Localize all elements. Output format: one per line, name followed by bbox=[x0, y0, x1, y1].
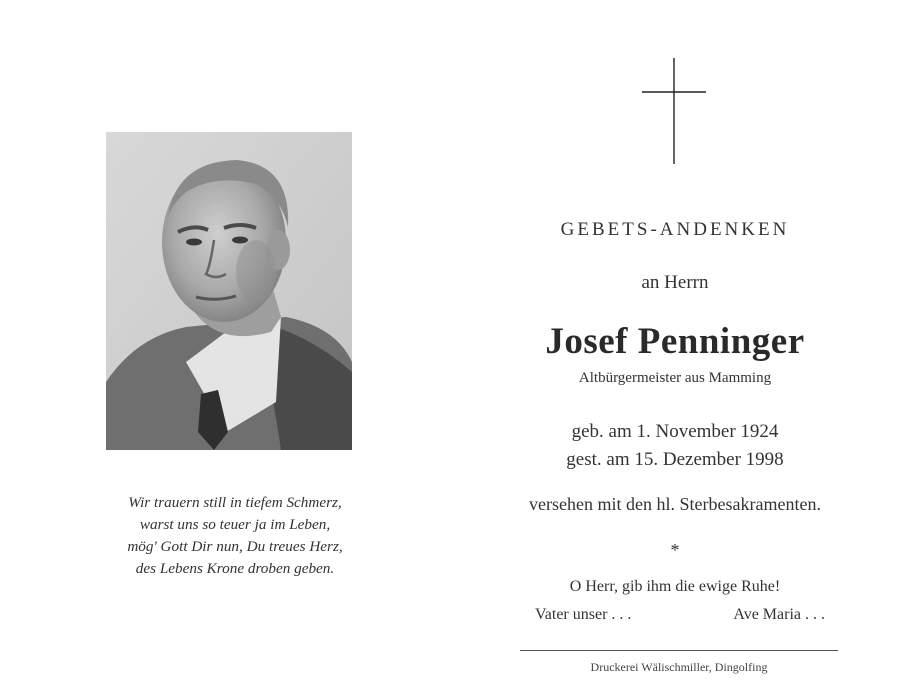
separator-asterisk: * bbox=[670, 540, 680, 560]
poem-line: Wir trauern still in tiefem Schmerz, bbox=[128, 494, 342, 511]
death-date: gest. am 15. Dezember 1998 bbox=[566, 449, 784, 470]
prayer-line: O Herr, gib ihm die ewige Ruhe! bbox=[569, 578, 781, 595]
poem-line: mög' Gott Dir nun, Du treues Herz, bbox=[127, 538, 343, 555]
cross-icon bbox=[642, 58, 706, 164]
birth-date: geb. am 1. November 1924 bbox=[571, 421, 779, 442]
prayer-our-father: Vater unser . . . bbox=[535, 606, 632, 623]
deceased-name: Josef Penninger bbox=[545, 321, 805, 362]
poem-line: des Lebens Krone droben geben. bbox=[135, 560, 335, 577]
poem-line: warst uns so teuer ja im Leben, bbox=[139, 516, 331, 533]
portrait-image bbox=[106, 132, 352, 450]
deceased-role: Altbürgermeister aus Mamming bbox=[578, 370, 772, 386]
memorial-poem bbox=[90, 492, 380, 580]
prayers-row bbox=[535, 606, 825, 628]
divider-line bbox=[520, 650, 838, 651]
prayer-hail-mary: Ave Maria . . . bbox=[733, 606, 825, 623]
portrait-photo bbox=[106, 132, 352, 450]
salutation: an Herrn bbox=[641, 272, 709, 293]
sacraments-note: versehen mit den hl. Sterbesakramenten. bbox=[529, 494, 821, 514]
card-heading: GEBETS-ANDENKEN bbox=[560, 219, 790, 240]
printer-credit: Druckerei Wälischmiller, Dingolfing bbox=[590, 660, 768, 674]
